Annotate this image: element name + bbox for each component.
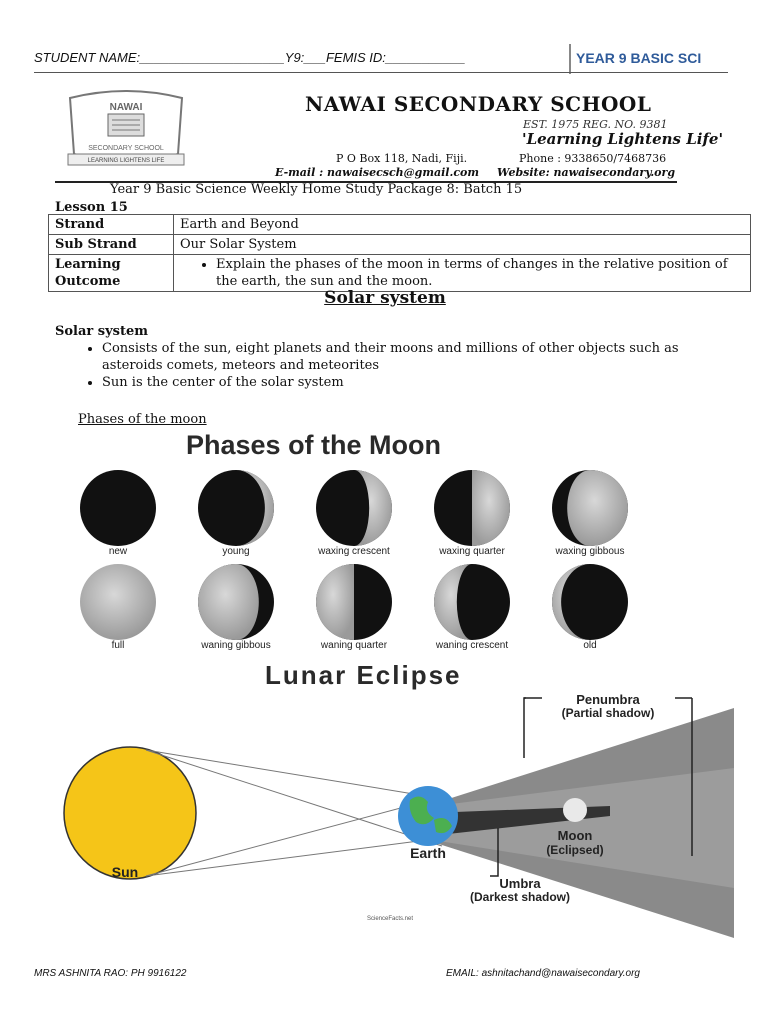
school-website: Website: nawaisecondary.org (497, 166, 676, 179)
umbra-label: Umbra (499, 876, 541, 891)
header-rule (34, 72, 728, 73)
phase-label: waxing crescent (318, 546, 390, 557)
moon-shape (563, 798, 587, 822)
phase-label: waning gibbous (201, 640, 271, 651)
ray (146, 838, 442, 876)
phase-label: old (583, 640, 597, 651)
sun-label: Sun (111, 864, 139, 880)
moon-phase-icon (316, 564, 392, 640)
phases-figure (60, 466, 660, 656)
list-item: • Sun is the center of the solar system (102, 374, 742, 391)
strand-label: Strand (49, 215, 174, 235)
school-address: P O Box 118, Nadi, Fiji. (336, 152, 468, 165)
table-row (49, 215, 751, 235)
school-email: E-mail : nawaisecsch@gmail.com (275, 166, 479, 179)
student-info-line: STUDENT NAME:____________________Y9:___FEMIS ID:___________ (34, 50, 466, 65)
phase-label: waning quarter (320, 640, 388, 651)
strand-value: Earth and Beyond (174, 215, 751, 235)
umbra-sublabel: (Darkest shadow) (469, 890, 571, 904)
phase-label: waxing quarter (439, 546, 505, 557)
phase-label: full (111, 640, 125, 651)
school-name: NAWAI SECONDARY SCHOOL (305, 92, 652, 116)
outcome-value (174, 255, 751, 292)
section-title: Solar system (324, 288, 446, 308)
moon-phase-icon (552, 470, 628, 546)
phase-label: young (222, 546, 250, 557)
sun-shape (64, 747, 196, 879)
outcome-text: • Explain the phases of the moon in terms of changes in the relative position of the earth, the sun and the moon. (216, 256, 744, 290)
eclipse-figure-title: Lunar Eclipse (265, 660, 462, 690)
moon-phase-icon (316, 470, 392, 546)
list-item: • Consists of the sun, eight planets and their moons and millions of other objects such as asteroids comets, meteors and meteorites (102, 340, 742, 374)
eclipse-figure (50, 688, 740, 938)
figure-credit: ScienceFacts.net (366, 916, 414, 922)
lesson-number: Lesson 15 (55, 200, 128, 215)
school-motto: 'Learning Lightens Life' (522, 130, 724, 148)
phases-figure-title: Phases of the Moon (186, 430, 442, 460)
table-row (49, 235, 751, 255)
class-label: YEAR 9 BASIC SCI (576, 50, 702, 66)
phase-label: new (108, 546, 128, 557)
substrand-label: Sub Strand (49, 235, 174, 255)
school-phone: Phone : 9338650/7468736 (519, 152, 667, 165)
package-title: Year 9 Basic Science Weekly Home Study Package 8: Batch 15 (110, 182, 523, 197)
school-est: EST. 1975 REG. NO. 9381 (523, 118, 668, 131)
logo-arc-text: SECONDARY SCHOOL (88, 145, 164, 152)
lesson-info-table (48, 214, 751, 292)
logo-top-text: NAWAI (109, 102, 143, 113)
phases-label: Phases of the moon (78, 412, 207, 427)
phase-label: waning crescent (435, 640, 509, 651)
subheading: Solar system (55, 324, 149, 339)
penumbra-label: Penumbra (576, 692, 640, 707)
moon-label: Moon (557, 828, 593, 843)
moon-phase-icon (434, 564, 510, 640)
moon-phase-icon (80, 470, 156, 546)
moon-sublabel: (Eclipsed) (546, 843, 604, 857)
moon-phase-icon (434, 470, 510, 546)
bullet-list (80, 340, 742, 391)
moon-phase-icon (80, 564, 156, 640)
footer-email: EMAIL: ashnitachand@nawaisecondary.org (446, 968, 640, 979)
logo-banner-text: LEARNING LIGHTENS LIFE (87, 158, 165, 164)
outcome-label-line1: Learning (55, 257, 121, 272)
moon-phase-icon (198, 470, 274, 546)
header-divider (569, 44, 571, 74)
penumbra-sublabel: (Partial shadow) (561, 706, 655, 720)
moon-phase-icon (198, 564, 274, 640)
phase-label: waxing gibbous (555, 546, 625, 557)
outcome-label (49, 255, 174, 292)
table-row (49, 255, 751, 292)
substrand-value: Our Solar System (174, 235, 751, 255)
earth-label: Earth (410, 845, 446, 861)
school-logo (56, 90, 196, 170)
footer-teacher: MRS ASHNITA RAO: PH 9916122 (34, 968, 187, 979)
outcome-label-line2: Outcome (55, 274, 121, 289)
moon-phase-icon (552, 564, 628, 640)
